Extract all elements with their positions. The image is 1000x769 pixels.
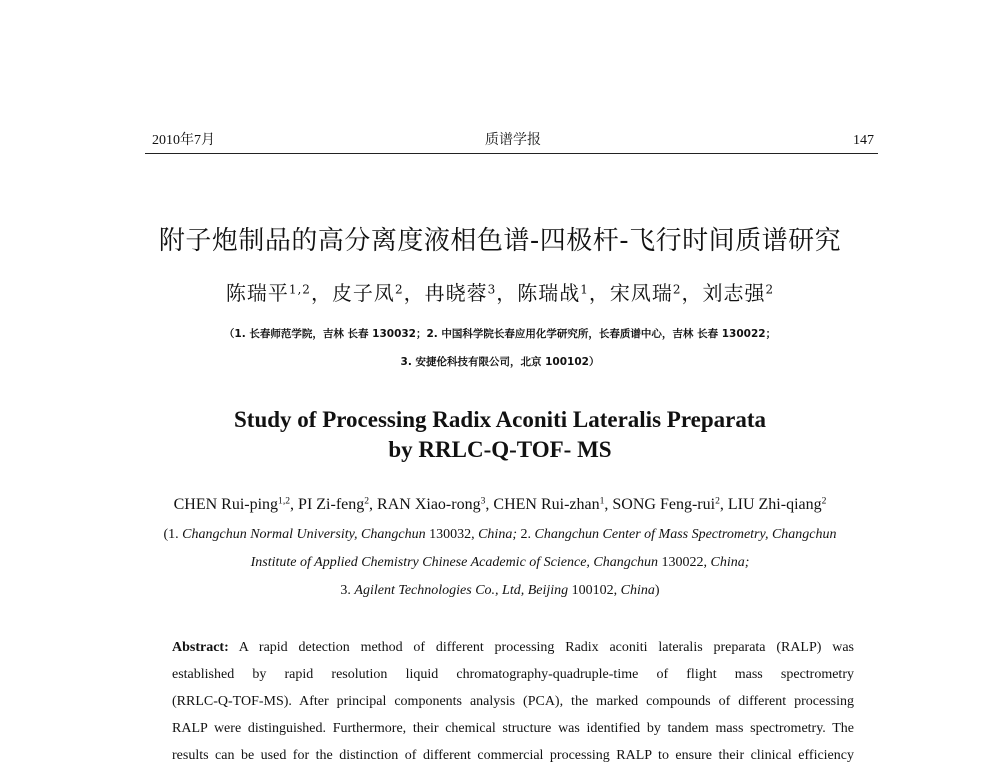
abstract-line: Abstract: A rapid detection method of different processing Radix aconiti lateralis preparata (RALP) was xyxy=(172,640,854,655)
journal-name: 质谱学报 xyxy=(485,133,541,148)
title-english-line2: by RRLC-Q-TOF- MS xyxy=(388,437,612,462)
author-cn: 刘志强$^2$ xyxy=(702,281,775,305)
title-english xyxy=(0,405,1000,465)
authors-english xyxy=(0,494,1000,516)
abstract-label: Abstract: xyxy=(172,640,229,655)
author-cn: 皮子凤$^2$， xyxy=(331,281,425,305)
author-cn: 宋凤瑞$^2$， xyxy=(609,281,703,305)
header-rule xyxy=(145,153,878,154)
title-english-line1: Study of Processing Radix Aconiti Lateralis Preparata xyxy=(234,407,766,432)
abstract xyxy=(172,634,854,769)
authors-chinese xyxy=(0,278,1000,308)
affiliation-chinese-line2: 3. 安捷伦科技有限公司，北京 100102） xyxy=(400,356,600,368)
author-en: CHEN Rui-zhan$^1$, xyxy=(493,495,613,513)
author-en: CHEN Rui-ping$^{1,2}$, xyxy=(173,495,299,513)
author-en: LIU Zhi-qiang$^2$ xyxy=(727,495,827,513)
abstract-line: established by rapid resolution liquid chromatography-quadruple-time of flight mass spectrometry xyxy=(172,667,854,682)
author-en: PI Zi-feng$^2$, xyxy=(298,495,378,513)
title-chinese: 附子炮制品的高分离度液相色谱-四极杆-飞行时间质谱研究 xyxy=(158,226,842,256)
author-en: SONG Feng-rui$^2$, xyxy=(612,495,728,513)
issue-date: 2010年7月 xyxy=(152,133,215,148)
affiliation-chinese-line1: （1. 长春师范学院，吉林 长春 130032；2. 中国科学院长春应用化学研究所，长春质谱中心，吉林 长春 130022； xyxy=(223,328,777,340)
author-cn: 陈瑞平$^{1,2}$， xyxy=(225,281,332,305)
abstract-line: (RRLC-Q-TOF-MS). After principal components analysis (PCA), the marked compounds of different processing xyxy=(172,694,854,709)
author-en: RAN Xiao-rong$^3$, xyxy=(377,495,494,513)
affiliation-english-line3: 3. Agilent Technologies Co., Ltd, Beijing 100102, China) xyxy=(340,583,660,598)
affiliation-english-line2: Institute of Applied Chemistry Chinese Academic of Science, Changchun 130022, China; xyxy=(250,555,750,570)
affiliation-english-line1: (1. Changchun Normal University, Changchun 130032, China; 2. Changchun Center of Mass Spectrometry, Changchun xyxy=(163,527,837,542)
author-cn: 陈瑞战$^1$， xyxy=(517,281,610,305)
running-header xyxy=(152,130,874,152)
abstract-line: results can be used for the distinction of different commercial processing RALP to ensure their clinical efficiency xyxy=(172,748,854,763)
author-cn: 冉晓蓉$^3$， xyxy=(424,281,518,305)
abstract-line: RALP were distinguished. Furthermore, their chemical structure was identified by tandem mass spectrometry. The xyxy=(172,721,854,736)
page-number: 147 xyxy=(853,133,874,148)
